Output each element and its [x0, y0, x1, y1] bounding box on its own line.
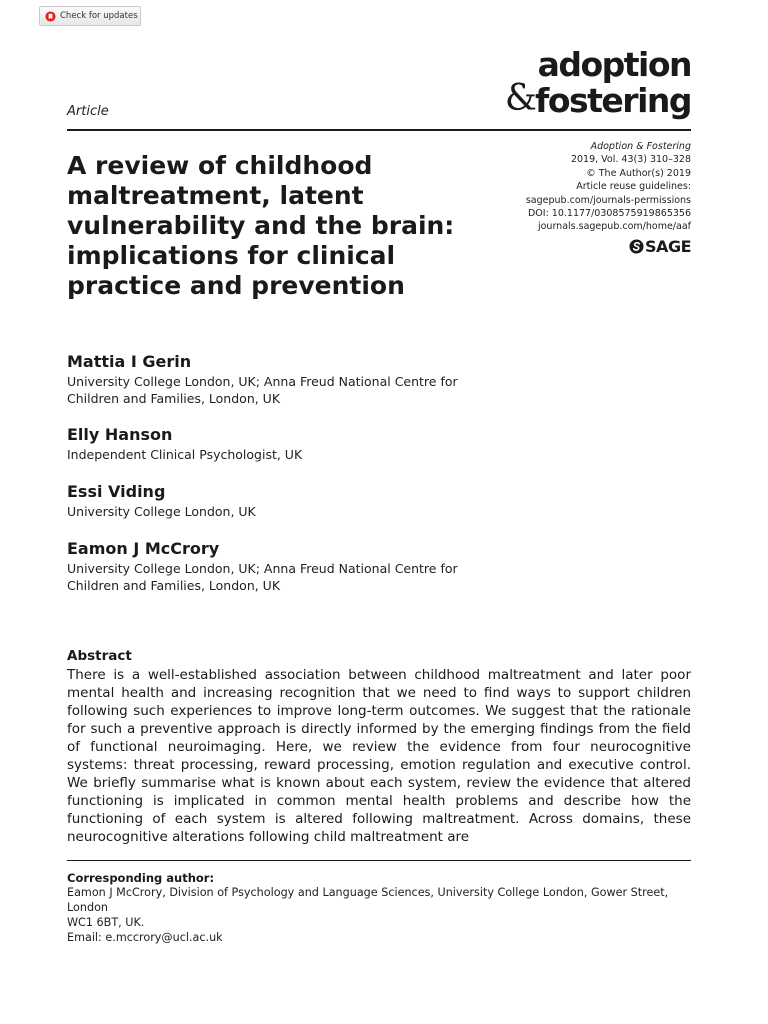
author-block	[67, 539, 527, 594]
author-name: Eamon J McCrory	[67, 539, 220, 558]
email-label: Email:	[67, 931, 106, 944]
corresponding-author-heading: Corresponding author:	[67, 871, 215, 885]
author-block	[67, 482, 527, 520]
abstract-text: There is a well-established association between childhood maltreatment and later poor mental health and increasing recognition that we need to find ways to support children following such experiences to improve long-term outcomes. We suggest that the rationale for such a preventive approach is directly informed by the emerging findings from the field of functional neuroimaging. Here, we review the evidence from four neurocognitive systems: threat processing, reward processing, emotion regulation and executive control. We briefly summarise what is known about each system, review the evidence that altered functioning is implicated in common mental health problems and describe how the functioning of each system is altered following maltreatment. Across domains, these neurocognitive alterations following child maltreatment are	[67, 667, 691, 845]
email-link[interactable]: e.mccrory@ucl.ac.uk	[105, 931, 223, 944]
reuse-guidelines-link[interactable]: sagepub.com/journals-permissions	[525, 194, 691, 206]
abstract-heading: Abstract	[67, 648, 132, 664]
author-affiliation	[67, 446, 527, 463]
volume-info: 2019, Vol. 43(3) 310–328	[570, 154, 691, 166]
corresponding-author-postcode: WC1 6BT, UK.	[67, 916, 145, 929]
article-metadata	[526, 140, 691, 234]
reuse-guidelines-label: Article reuse guidelines:	[576, 181, 691, 193]
author-affiliation	[67, 503, 527, 520]
bookmark-icon	[45, 11, 56, 22]
publisher-name: SAGE	[645, 237, 691, 256]
corresponding-author-email-row	[67, 930, 691, 945]
check-for-updates-label: Check for updates	[60, 11, 138, 21]
corresponding-author-address: Eamon J McCrory, Division of Psychology and Language Sciences, University College London, Gower Street, London	[67, 886, 669, 914]
author-affiliation-line: Independent Clinical Psychologist, UK	[67, 447, 303, 462]
journal-logo	[504, 78, 691, 120]
corresponding-author-details	[67, 885, 691, 945]
author-affiliation-line: Children and Families, London, UK	[67, 391, 281, 406]
author-affiliation-line: Children and Families, London, UK	[67, 578, 281, 593]
author-affiliation-line: University College London, UK; Anna Freud National Centre for	[67, 561, 458, 576]
footnote-divider	[67, 860, 691, 861]
copyright: © The Author(s) 2019	[586, 167, 691, 179]
author-name: Elly Hanson	[67, 425, 173, 444]
author-affiliation-line: University College London, UK; Anna Freud National Centre for	[67, 374, 458, 389]
author-block	[67, 352, 527, 407]
author-name: Mattia I Gerin	[67, 352, 192, 371]
doi: DOI: 10.1177/0308575919865356	[527, 208, 691, 220]
header-divider	[67, 129, 691, 131]
journal-logo-line1: adoption	[537, 45, 691, 84]
article-title: A review of childhood maltreatment, latent vulnerability and the brain: implications for clinical practice and prevention	[67, 151, 455, 300]
journal-logo-ampersand: &	[504, 78, 537, 119]
author-block	[67, 425, 527, 463]
article-type-label: Article	[67, 104, 109, 119]
publisher-logo	[629, 237, 691, 256]
author-affiliation	[67, 373, 527, 407]
author-affiliation-line: University College London, UK	[67, 504, 256, 519]
author-affiliation	[67, 560, 527, 594]
check-for-updates-button[interactable]	[39, 6, 141, 26]
journal-name: Adoption & Fostering	[590, 141, 691, 152]
journal-logo-line2: fostering	[534, 81, 691, 120]
sage-logo-icon	[629, 239, 644, 254]
author-name: Essi Viding	[67, 482, 166, 501]
journal-homepage-link[interactable]: journals.sagepub.com/home/aaf	[537, 221, 691, 233]
